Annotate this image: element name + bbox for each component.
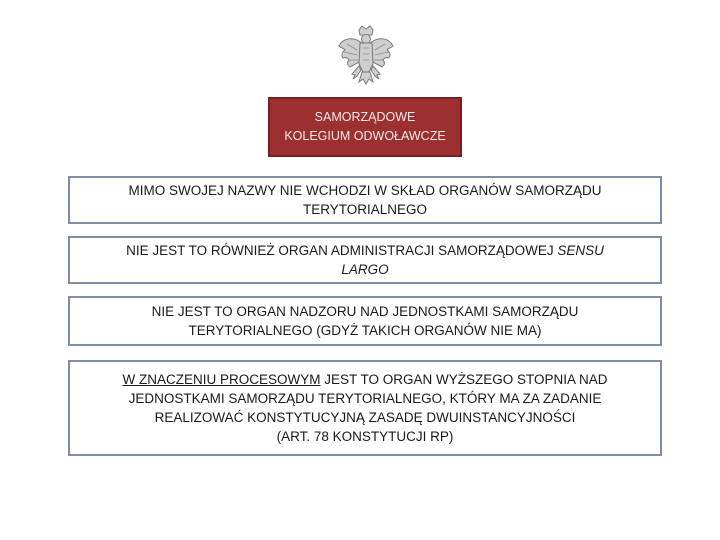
info-box-not-part-of-local-government [68,176,662,224]
box-4-line-3: REALIZOWAĆ KONSTYTUCYJNĄ ZASADĘ DWUINSTANCYJNOŚCI [154,410,576,425]
box-1-line-2: TERYTORIALNEGO [302,202,428,217]
polish-eagle-emblem-icon [335,24,397,88]
box-4-line-4: (ART. 78 KONSTYTUCJI RP) [276,429,454,444]
box-2-italic-sensu: SENSU [557,243,604,258]
box-1-line-1: MIMO SWOJEJ NAZWY NIE WCHODZI W SKŁAD ORGANÓW SAMORZĄDU [128,183,602,198]
box-4-line-1 [80,370,650,389]
box-3-line-1: NIE JEST TO ORGAN NADZORU NAD JEDNOSTKAMI SAMORZĄDU [151,304,579,319]
info-box-not-supervisory-organ [68,296,662,346]
info-box-not-administration-organ [68,236,662,284]
samorzadowe-kolegium-header-box [268,97,462,157]
info-box-procedural-higher-instance [68,360,662,456]
box-4-line-2: JEDNOSTKAMI SAMORZĄDU TERYTORIALNEGO, KTÓRY MA ZA ZADANIE [128,391,602,406]
box-2-line-1-text: NIE JEST TO RÓWNIEŻ ORGAN ADMINISTRACJI SAMORZĄDOWEJ [126,243,558,258]
box-4-line-1-rest: JEST TO ORGAN WYŻSZEGO STOPNIA NAD [320,372,608,387]
box-4-underlined-phrase: W ZNACZENIU PROCESOWYM [122,372,321,387]
box-2-line-1 [80,241,650,260]
box-3-line-2: TERYTORIALNEGO (GDYŻ TAKICH ORGANÓW NIE MA) [188,323,542,338]
header-line-2: KOLEGIUM ODWOŁAWCZE [284,129,446,143]
box-2-italic-largo: LARGO [341,262,389,277]
header-line-1: SAMORZĄDOWE [314,110,416,124]
